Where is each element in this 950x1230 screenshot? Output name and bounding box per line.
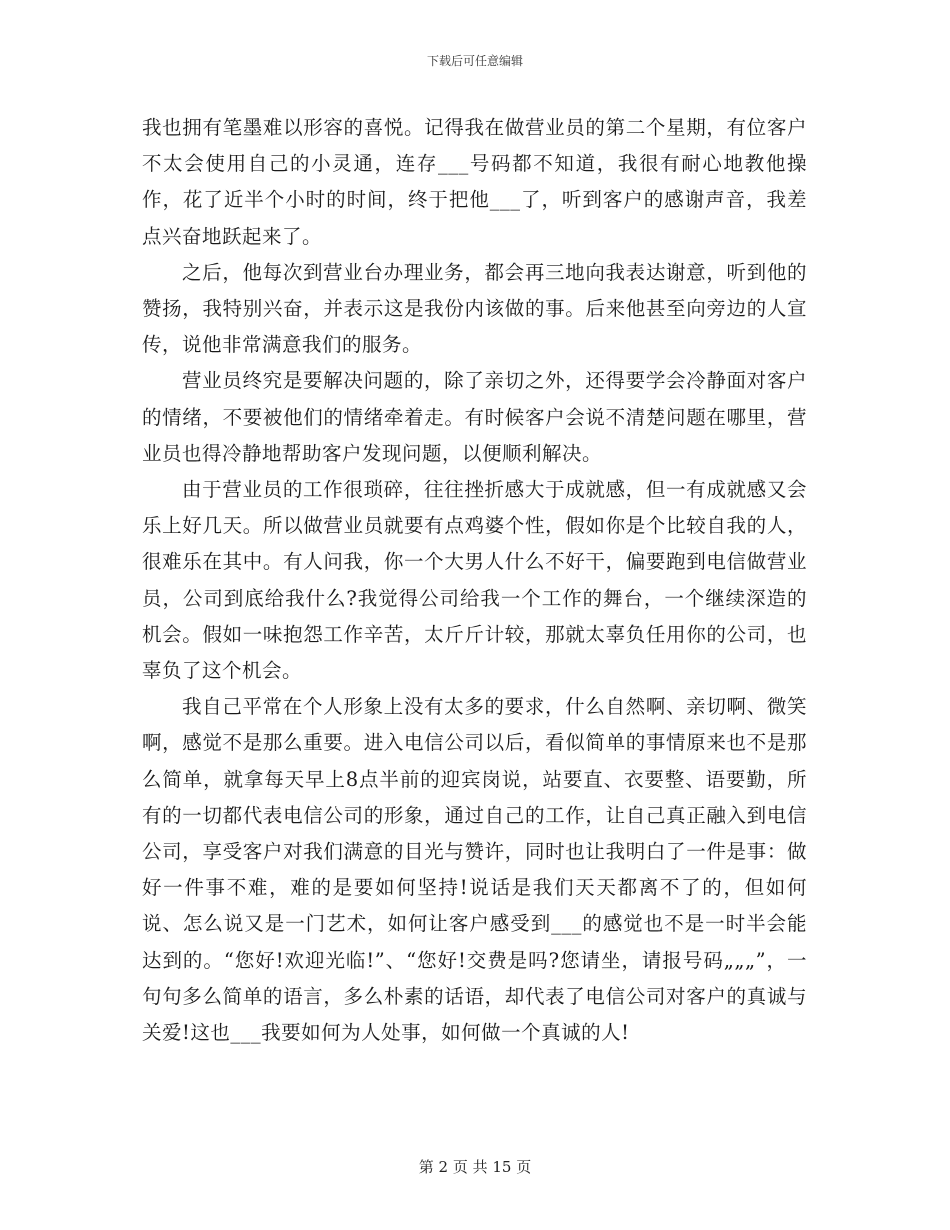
document-body — [142, 110, 807, 1051]
paragraph-5: 我自己平常在个人形象上没有太多的要求，什么自然啊、亲切啊、微笑啊，感觉不是那么重要。进入电信公司以后，看似简单的事情原来也不是那么简单，就拿每天早上8点半前的迎宾岗说，站要直、衣要整、语要勤，所有的一切都代表电信公司的形象，通过自己的工作，让自己真正融入到电信公司，享受客户对我们满意的目光与赞许，同时也让我明白了一件是事：做好一件事不难，难的是要如何坚持!说话是我们天天都离不了的，但如何说、怎么说又是一门艺术，如何让客户感受到___的感觉也不是一时半会能达到的。“您好!欢迎光临!”、“您好!交费是吗?您请坐，请报号码„„„”，一句句多么简单的语言，多么朴素的话语，却代表了电信公司对客户的真诚与关爱!这也___我要如何为人处事，如何做一个真诚的人! — [142, 695, 807, 1045]
paragraph-1: 我也拥有笔墨难以形容的喜悦。记得我在做营业员的第二个星期，有位客户不太会使用自己的小灵通，连存___号码都不知道，我很有耐心地教他操作，花了近半个小时的时间，终于把他___了，听到客户的感谢声音，我差点兴奋地跃起来了。 — [142, 116, 807, 248]
page-number: 第 2 页 共 15 页 — [418, 1158, 532, 1176]
paragraph-3: 营业员终究是要解决问题的，除了亲切之外，还得要学会冷静面对客户的情绪，不要被他们的情绪牵着走。有时候客户会说不清楚问题在哪里，营业员也得冷静地帮助客户发现问题，以便顺利解决。 — [142, 369, 807, 465]
page-header-note: 下载后可任意编辑 — [426, 54, 523, 68]
paragraph-4: 由于营业员的工作很琐碎，往往挫折感大于成就感，但一有成就感又会乐上好几天。所以做营业员就要有点鸡婆个性，假如你是个比较自我的人，很难乐在其中。有人问我，你一个大男人什么不好干，偏要跑到电信做营业员，公司到底给我什么?我觉得公司给我一个工作的舞台，一个继续深造的机会。假如一味抱怨工作辛苦，太斤斤计较，那就太辜负任用你的公司，也辜负了这个机会。 — [142, 478, 807, 683]
paragraph-2: 之后，他每次到营业台办理业务，都会再三地向我表达谢意，听到他的赞扬，我特别兴奋，并表示这是我份内该做的事。后来他甚至向旁边的人宣传，说他非常满意我们的服务。 — [142, 260, 807, 357]
